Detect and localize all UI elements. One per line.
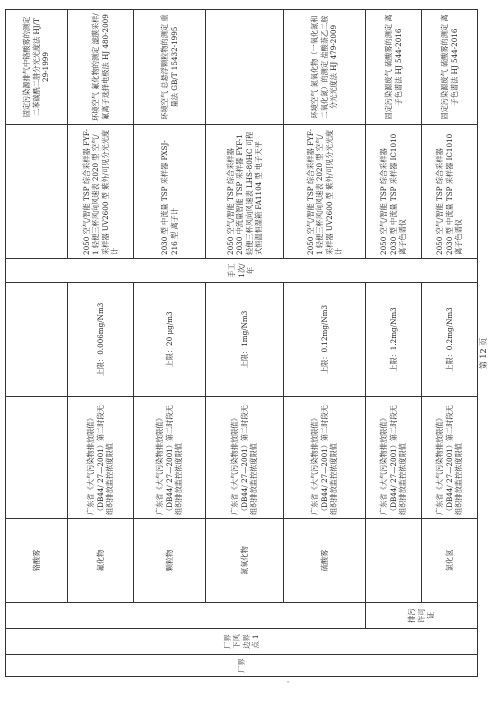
equipment-cell (6, 125, 68, 259)
method-cell: 环境空气 氮氧化物（一氧化氮和二氧化氮）的测定 盐酸萘乙二胺分光光度法 HJ 479-2009 (284, 10, 366, 125)
equipment-cell: 2050 空气/智能 TSP 综合采样器 FYF-1 轻便三杯风向风速表 2020 型 空气/采样器 UV2600 型 紫外/可见分光光度计 (284, 125, 366, 259)
equipment-cell: 2050 空气/智能 TSP 综合采样器 FYF-1 轻便三杯风向风速表 2020 型 空气/采样器 UV2600 型 紫外/可见分光光度计 (68, 125, 134, 259)
pollutant-cell: 氮氧化物 (206, 519, 284, 603)
table-row (134, 10, 206, 677)
pollutant-cell (366, 519, 422, 603)
margin-mark: ' (286, 680, 295, 683)
table-row (284, 10, 366, 677)
page-number: 第 12 页 (479, 337, 488, 370)
table-row (68, 10, 134, 677)
equipment-cell: 2050 空气/智能 TSP 综合采样器 2030 型 中流量 TSP 采样器 IC1010 离子色谱仪 (366, 125, 422, 259)
limit-cell: 上限：20 μg/m3 (134, 283, 206, 397)
equipment-cell: 2030 型 中流量 TSP 采样器 PXSJ-216 型 离子计 (134, 125, 206, 259)
pollutant-cell: 氯化氢 (422, 519, 478, 603)
limit-cell: 上限：0.2mg/Nm3 (422, 283, 478, 397)
limit-cell (6, 283, 68, 397)
frequency-cell: 手工 1次/年 (6, 259, 478, 283)
method-cell: 环境空气 氟化物的测定 滤膜采样/氟离子选择电极法 HJ 480-2009 (68, 10, 134, 125)
factory-cell: 厂界 (6, 655, 478, 677)
standard-cell: 广东省《大气污染物排放限值》（DB44/ 27—2001）第二时段无组织排放监控浓度限值 (366, 397, 422, 519)
permit-cell: 排污许可证 (366, 603, 478, 629)
limit-cell: 上限：0.006mg/Nm3 (68, 283, 134, 397)
monitoring-table (5, 9, 478, 677)
method-cell: 固定污染源废气 硫酸雾的测定 离子色谱法 HJ 544-2016 (366, 10, 422, 125)
empty-cell (6, 603, 366, 629)
equipment-cell: 2050 空气/智能 TSP 综合采样器 2030 型 中流量 TSP 采样器 IC1010 离子色谱仪 (422, 125, 478, 259)
method-cell: 固定污染源废气 硫酸雾的测定 离子色谱法 HJ 544-2016 (422, 10, 478, 125)
pollutant-cell: 颗粒物 (134, 519, 206, 603)
table-row (6, 10, 68, 677)
pollutant-cell: 氟化物 (68, 519, 134, 603)
standard-cell: 广东省《大气污染物排放限值》（DB44/ 27—2001）第二时段无组织排放监控浓度限值 (206, 397, 284, 519)
limit-cell: 上限：1.2mg/Nm3 (366, 283, 422, 397)
standard-cell: 广东省《大气污染物排放限值》（DB44/ 27—2001）第二时段无组织排放监控浓度限值 (284, 397, 366, 519)
pollutant-cell: 铬酸雾 (6, 519, 68, 603)
sub-group-cell: 厂界下风边界点 1 (6, 629, 478, 655)
equipment-cell: 2050 空气/智能 TSP 综合采样器 2030 中流量智能 TSP 采样器 FYF-1 轻便三杯风向风速表 LHS-80HC 可程式恒温恒湿箱 FA1104 型 电子天平 (206, 125, 284, 259)
standard-cell: 广东省《大气污染物排放限值》（DB44/ 27—2001）第二时段无组织排放监控浓度限值 (422, 397, 478, 519)
method-cell (206, 10, 284, 125)
limit-cell: 上限：0.12mg/Nm3 (284, 283, 366, 397)
standard-cell (6, 397, 68, 519)
pollutant-cell: 硫酸雾 (284, 519, 366, 603)
method-cell: 环境空气 总悬浮颗粒物的测定 重量法 GB/T 15432-1995 (134, 10, 206, 125)
table-row (366, 10, 422, 677)
method-cell: 固定污染源排气中铬酸雾的测定 二苯碳酰二肼分光光度法 HJ/T 29-1999 (6, 10, 68, 125)
table-row (422, 10, 478, 677)
standard-cell: 广东省《大气污染物排放限值》（DB44/ 27—2001）第二时段无组织排放监控浓度限值 (68, 397, 134, 519)
table-row (206, 10, 284, 677)
limit-cell: 上限：1mg/Nm3 (206, 283, 284, 397)
standard-cell: 广东省《大气污染物排放限值》（DB44/ 27—2001）第二时段无组织排放监控浓度限值 (134, 397, 206, 519)
